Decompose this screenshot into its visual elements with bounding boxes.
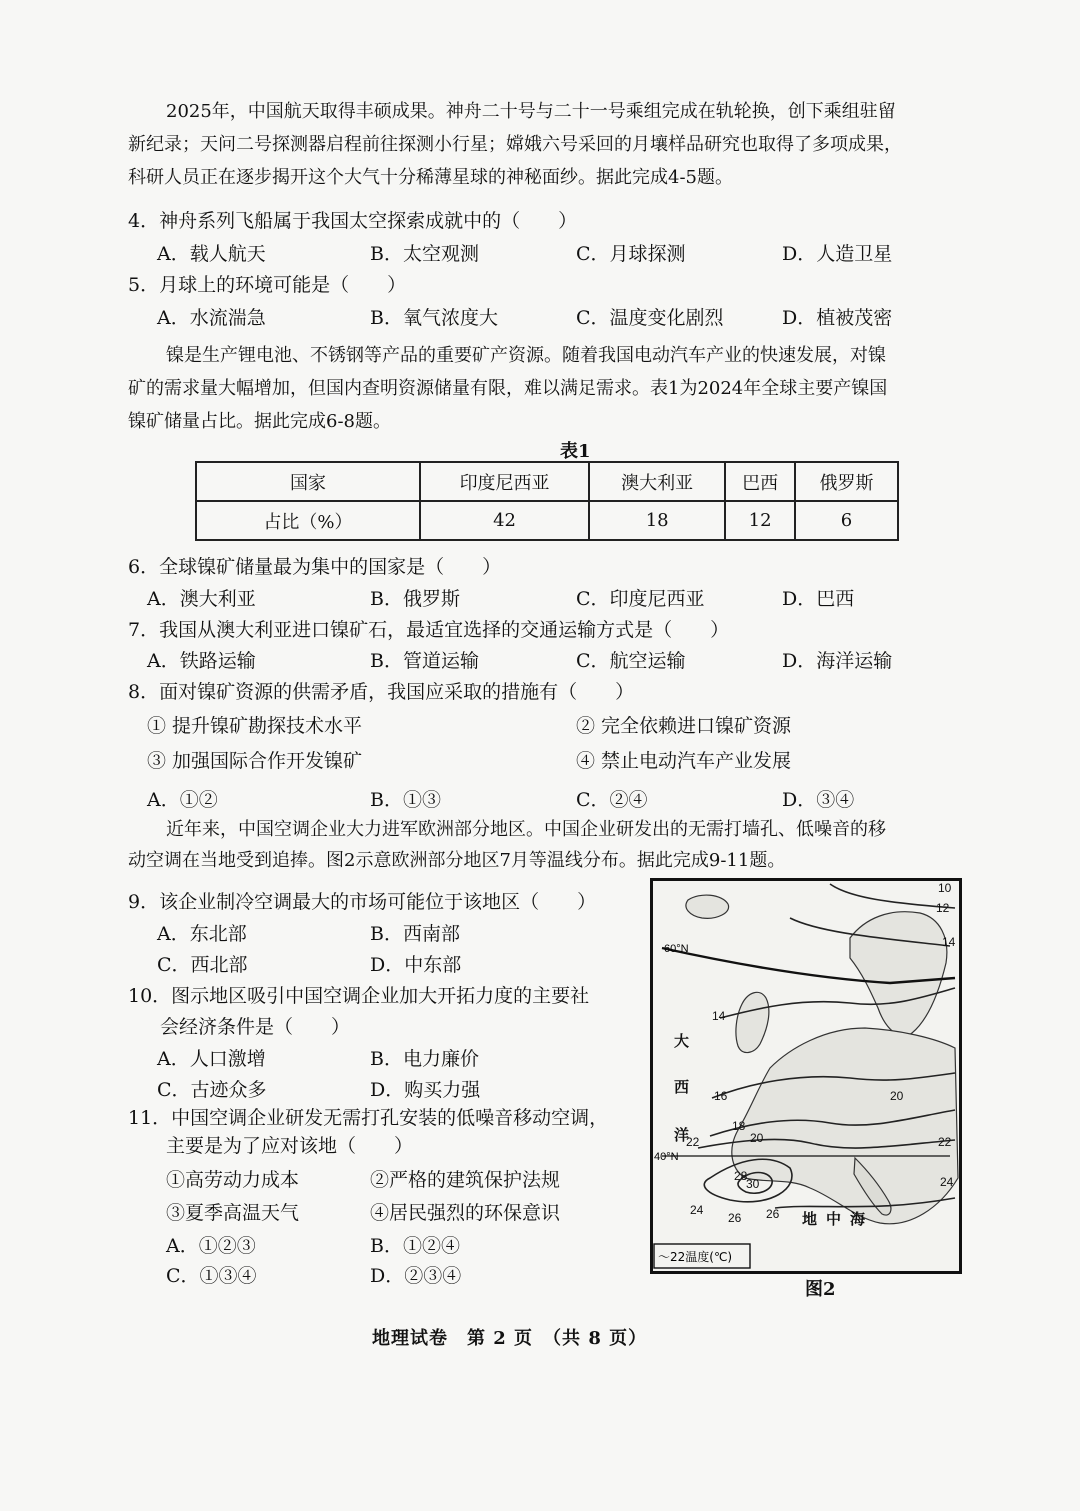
question-5-stem: 5．月球上的环境可能是（ ）	[128, 274, 407, 296]
table-cell: 42	[420, 501, 589, 540]
ocean-label-char: 西	[674, 1078, 690, 1096]
q6-option-a: A．澳大利亚	[147, 588, 256, 610]
isotherm-label: 26	[728, 1211, 742, 1225]
page-footer: 地理试卷 第 2 页 （共 8 页）	[372, 1328, 648, 1349]
q8-option-b: B．①③	[370, 789, 441, 811]
sea-label-char: 海	[850, 1210, 866, 1228]
nickel-reserve-table	[195, 461, 899, 541]
q4-option-d: D．人造卫星	[782, 243, 893, 265]
figure-caption: 图2	[805, 1279, 836, 1300]
q10-option-d: D．购买力强	[370, 1079, 481, 1101]
isotherm-label: 20	[890, 1089, 904, 1103]
question-8-stem: 8．面对镍矿资源的供需矛盾，我国应采取的措施有（ ）	[128, 681, 635, 703]
sea-label-char: 中	[826, 1210, 842, 1228]
passage-line: 镍矿储量占比。据此完成6-8题。	[128, 411, 391, 432]
ocean-label-char: 大	[674, 1032, 690, 1050]
q7-option-b: B．管道运输	[370, 650, 479, 672]
isotherm-label: 28	[734, 1169, 748, 1183]
isotherm-label: 22	[938, 1135, 952, 1149]
question-7-stem: 7．我国从澳大利亚进口镍矿石，最适宜选择的交通运输方式是（ ）	[128, 619, 730, 641]
table-header-row	[196, 462, 898, 501]
passage-line: 近年来，中国空调企业大力进军欧洲部分地区。中国企业研发出的无需打墙孔、低噪音的移	[166, 819, 886, 840]
q6-option-d: D．巴西	[782, 588, 855, 610]
passage-line: 镍是生产锂电池、不锈钢等产品的重要矿产资源。随着我国电动汽车产业的快速发展，对镍	[166, 345, 886, 366]
question-6-stem: 6．全球镍矿储量最为集中的国家是（ ）	[128, 556, 502, 578]
q8-item-4: ④ 禁止电动汽车产业发展	[576, 750, 792, 772]
passage-line: 动空调在当地受到追捧。图2示意欧洲部分地区7月等温线分布。据此完成9-11题。	[128, 850, 786, 871]
passage-line: 矿的需求量大幅增加，但国内查明资源储量有限，难以满足需求。表1为2024年全球主要产镍国	[128, 378, 888, 399]
map-legend: ～22温度(℃)	[658, 1250, 733, 1264]
isotherm-label: 24	[690, 1203, 704, 1217]
q11-item-4: ④居民强烈的环保意识	[370, 1202, 561, 1224]
lat-40-label: 40°N	[654, 1151, 679, 1163]
q8-option-d: D．③④	[782, 789, 855, 811]
q11-item-3: ③夏季高温天气	[166, 1202, 300, 1224]
q10-option-a: A．人口激增	[157, 1048, 266, 1070]
table-cell: 澳大利亚	[589, 462, 725, 501]
q7-option-c: C．航空运输	[576, 650, 686, 672]
question-10-stem: 10．图示地区吸引中国空调企业加大开拓力度的主要社	[128, 985, 590, 1007]
isotherm-label: 14	[942, 935, 956, 949]
table-row	[196, 501, 898, 540]
q4-option-c: C．月球探测	[576, 243, 686, 265]
q8-item-3: ③ 加强国际合作开发镍矿	[147, 750, 363, 772]
passage-line: 新纪录；天问二号探测器启程前往探测小行星；嫦娥六号采回的月壤样品研究也取得了多项成果，	[128, 134, 902, 155]
table-cell: 巴西	[725, 462, 795, 501]
q6-option-c: C．印度尼西亚	[576, 588, 705, 610]
q4-option-a: A．载人航天	[157, 243, 266, 265]
table-cell: 12	[725, 501, 795, 540]
isotherm-label: 22	[686, 1135, 700, 1149]
iceland-shape	[686, 895, 729, 918]
question-11-stem-cont: 主要是为了应对该地（ ）	[166, 1135, 414, 1157]
q8-item-2: ② 完全依赖进口镍矿资源	[576, 715, 792, 737]
q5-option-d: D．植被茂密	[782, 307, 893, 329]
sea-label-char: 地	[802, 1210, 818, 1228]
q9-option-d: D．中东部	[370, 954, 462, 976]
table-cell: 俄罗斯	[795, 462, 898, 501]
q11-item-1: ①高劳动力成本	[166, 1169, 300, 1191]
q4-option-b: B．太空观测	[370, 243, 479, 265]
question-11-stem: 11．中国空调企业研发无需打孔安装的低噪音移动空调，	[128, 1107, 609, 1129]
isotherm-label: 10	[938, 881, 952, 895]
q5-option-a: A．水流湍急	[157, 307, 266, 329]
q11-option-d: D．②③④	[370, 1265, 462, 1287]
passage-line: 科研人员正在逐步揭开这个大气十分稀薄星球的神秘面纱。据此完成4-5题。	[128, 167, 733, 188]
q8-option-c: C．②④	[576, 789, 648, 811]
isotherm-label: 16	[714, 1089, 728, 1103]
q8-option-a: A．①②	[147, 789, 218, 811]
table-cell: 印度尼西亚	[420, 462, 589, 501]
question-9-stem: 9．该企业制冷空调最大的市场可能位于该地区（ ）	[128, 891, 597, 913]
q9-option-a: A．东北部	[157, 923, 247, 945]
q11-option-a: A．①②③	[166, 1235, 256, 1257]
q11-item-2: ②严格的建筑保护法规	[370, 1169, 561, 1191]
isotherm-label: 18	[732, 1119, 746, 1133]
q8-item-1: ① 提升镍矿勘探技术水平	[147, 715, 363, 737]
isotherm-label: 24	[940, 1175, 954, 1189]
q7-option-d: D．海洋运输	[782, 650, 893, 672]
question-4-stem: 4．神舟系列飞船属于我国太空探索成就中的（ ）	[128, 210, 578, 232]
q5-option-c: C．温度变化剧烈	[576, 307, 724, 329]
q11-option-c: C．①③④	[166, 1265, 257, 1287]
isotherm-label: 12	[936, 901, 950, 915]
q9-option-c: C．西北部	[157, 954, 248, 976]
table-cell: 国家	[196, 462, 420, 501]
q11-option-b: B．①②④	[370, 1235, 460, 1257]
lat-60-label: 60°N	[664, 943, 689, 955]
table-cell: 占比（%）	[196, 501, 420, 540]
table-caption: 表1	[560, 441, 591, 462]
europe-july-isotherm-map	[650, 878, 962, 1274]
table-cell: 18	[589, 501, 725, 540]
isotherm-label: 26	[766, 1207, 780, 1221]
ocean-label-char: 洋	[674, 1126, 690, 1144]
isotherm-label: 30	[746, 1177, 760, 1191]
question-10-stem-cont: 会经济条件是（ ）	[160, 1016, 351, 1038]
q7-option-a: A．铁路运输	[147, 650, 256, 672]
isotherm-label: 20	[750, 1131, 764, 1145]
q5-option-b: B．氧气浓度大	[370, 307, 498, 329]
table-cell: 6	[795, 501, 898, 540]
passage-line: 2025年，中国航天取得丰硕成果。神舟二十号与二十一号乘组完成在轨轮换，创下乘组驻留	[166, 101, 896, 122]
q10-option-c: C．古迹众多	[157, 1079, 267, 1101]
isotherm-label: 14	[712, 1009, 726, 1023]
q6-option-b: B．俄罗斯	[370, 588, 460, 610]
q9-option-b: B．西南部	[370, 923, 460, 945]
q10-option-b: B．电力廉价	[370, 1048, 479, 1070]
